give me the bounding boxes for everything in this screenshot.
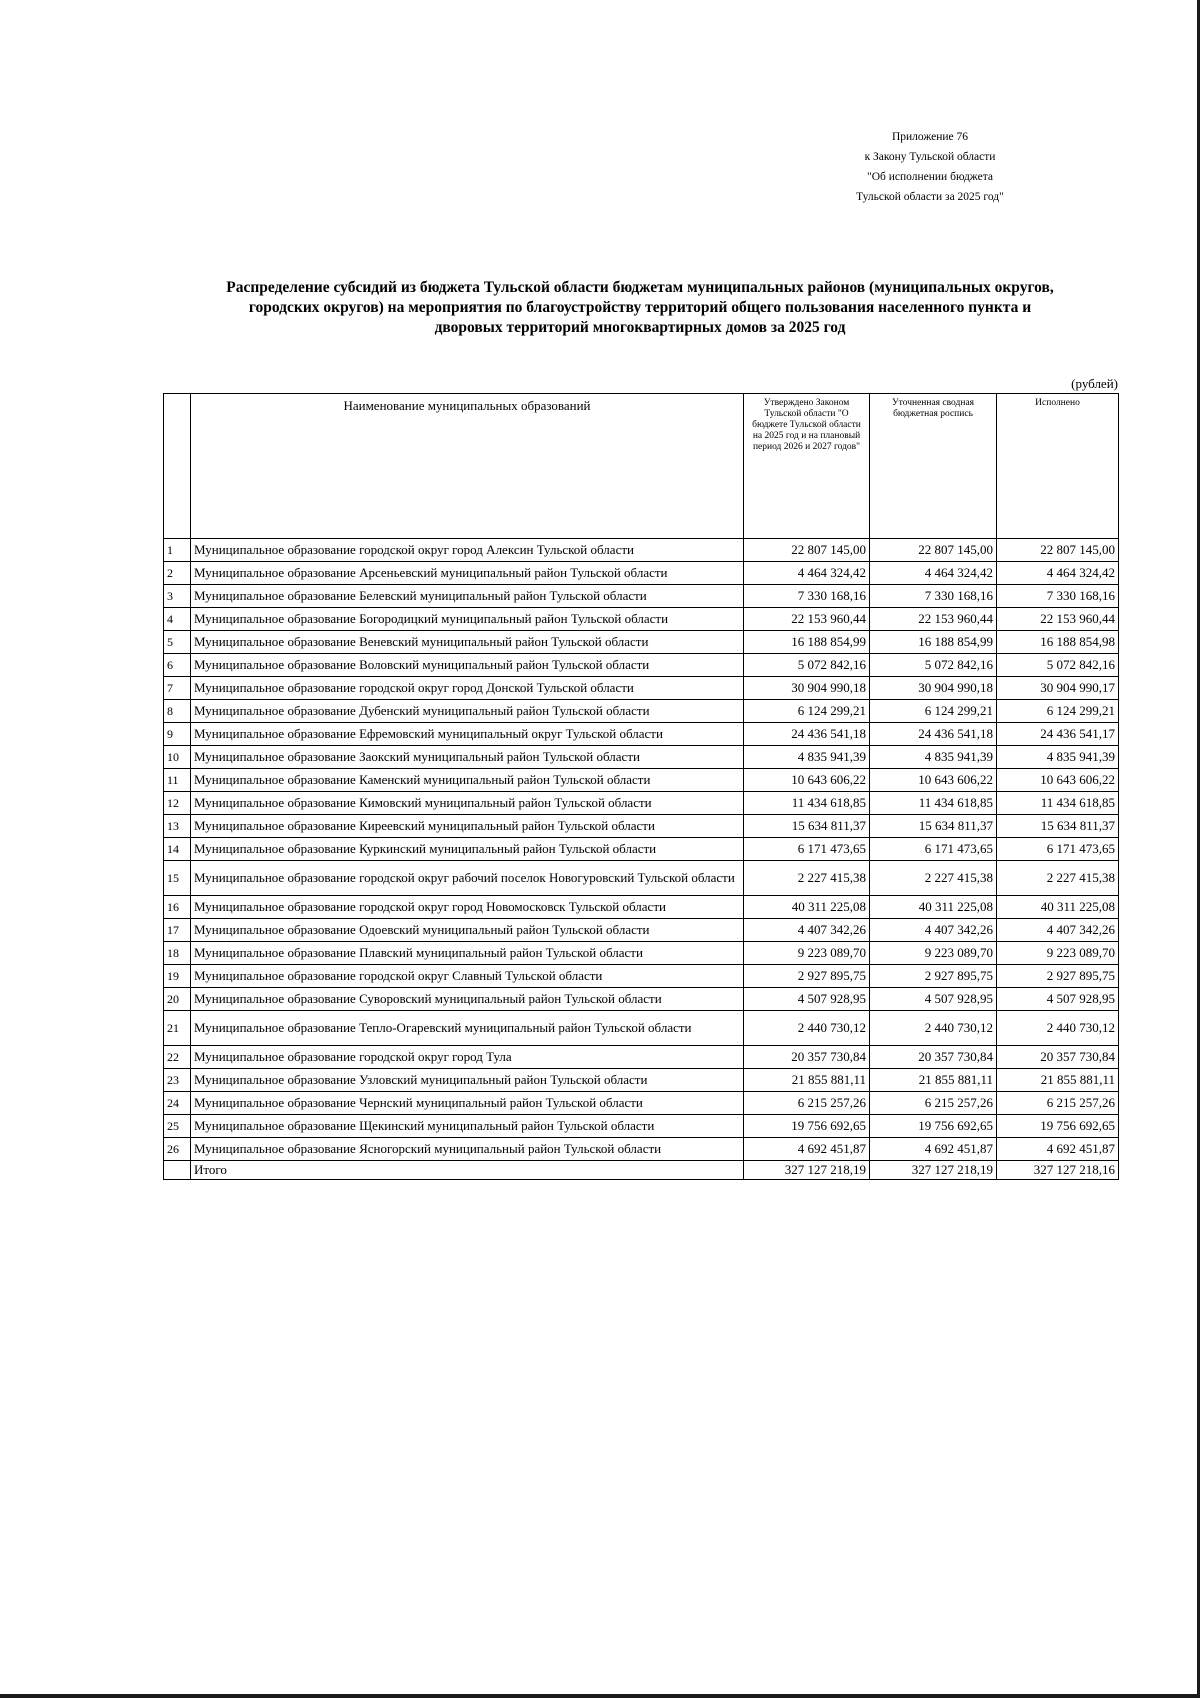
appendix-line: к Закону Тульской области bbox=[864, 151, 996, 163]
municipality-name: Муниципальное образование Богородицкий муниципальный район Тульской области bbox=[191, 608, 744, 631]
row-number: 23 bbox=[164, 1069, 191, 1092]
total-label: Итого bbox=[191, 1161, 744, 1180]
refined-amount: 22 807 145,00 bbox=[870, 539, 997, 562]
table-row bbox=[164, 562, 1119, 585]
executed-amount: 22 153 960,44 bbox=[997, 608, 1119, 631]
executed-amount: 2 927 895,75 bbox=[997, 965, 1119, 988]
executed-amount: 4 507 928,95 bbox=[997, 988, 1119, 1011]
title-line: городских округов) на мероприятия по благоустройству территорий общего пользования населенного пункта и bbox=[248, 299, 1032, 316]
appendix-line: Приложение 76 bbox=[891, 131, 969, 143]
municipality-name: Муниципальное образование Тепло-Огаревский муниципальный район Тульской области bbox=[191, 1011, 744, 1046]
refined-amount: 9 223 089,70 bbox=[870, 942, 997, 965]
table-row bbox=[164, 1092, 1119, 1115]
approved-amount: 2 927 895,75 bbox=[744, 965, 870, 988]
approved-amount: 4 464 324,42 bbox=[744, 562, 870, 585]
row-number: 9 bbox=[164, 723, 191, 746]
executed-amount: 11 434 618,85 bbox=[997, 792, 1119, 815]
table-row bbox=[164, 608, 1119, 631]
executed-amount: 2 440 730,12 bbox=[997, 1011, 1119, 1046]
municipality-name: Муниципальное образование Куркинский муниципальный район Тульской области bbox=[191, 838, 744, 861]
executed-amount: 4 692 451,87 bbox=[997, 1138, 1119, 1161]
row-number: 8 bbox=[164, 700, 191, 723]
approved-amount: 20 357 730,84 bbox=[744, 1046, 870, 1069]
refined-amount: 11 434 618,85 bbox=[870, 792, 997, 815]
row-number: 14 bbox=[164, 838, 191, 861]
approved-amount: 4 407 342,26 bbox=[744, 919, 870, 942]
row-number: 5 bbox=[164, 631, 191, 654]
municipality-name: Муниципальное образование Воловский муниципальный район Тульской области bbox=[191, 654, 744, 677]
executed-amount: 20 357 730,84 bbox=[997, 1046, 1119, 1069]
table-row bbox=[164, 838, 1119, 861]
refined-amount: 15 634 811,37 bbox=[870, 815, 997, 838]
table-row bbox=[164, 1115, 1119, 1138]
approved-amount: 19 756 692,65 bbox=[744, 1115, 870, 1138]
municipality-name: Муниципальное образование городской округ город Алексин Тульской области bbox=[191, 539, 744, 562]
municipality-name: Муниципальное образование Каменский муниципальный район Тульской области bbox=[191, 769, 744, 792]
table-row bbox=[164, 700, 1119, 723]
table-row bbox=[164, 746, 1119, 769]
approved-amount: 15 634 811,37 bbox=[744, 815, 870, 838]
approved-amount: 4 507 928,95 bbox=[744, 988, 870, 1011]
refined-amount: 2 227 415,38 bbox=[870, 861, 997, 896]
scan-edge-bottom bbox=[0, 1694, 1200, 1698]
approved-amount: 9 223 089,70 bbox=[744, 942, 870, 965]
municipality-name: Муниципальное образование Кимовский муниципальный район Тульской области bbox=[191, 792, 744, 815]
table-row bbox=[164, 919, 1119, 942]
executed-amount: 9 223 089,70 bbox=[997, 942, 1119, 965]
units-label: (рублей) bbox=[1071, 376, 1118, 391]
municipality-name: Муниципальное образование Чернский муниципальный район Тульской области bbox=[191, 1092, 744, 1115]
executed-amount: 2 227 415,38 bbox=[997, 861, 1119, 896]
table-row bbox=[164, 654, 1119, 677]
row-number: 24 bbox=[164, 1092, 191, 1115]
row-number: 10 bbox=[164, 746, 191, 769]
row-number: 3 bbox=[164, 585, 191, 608]
table-row bbox=[164, 988, 1119, 1011]
municipality-name: Муниципальное образование Ясногорский муниципальный район Тульской области bbox=[191, 1138, 744, 1161]
row-number: 11 bbox=[164, 769, 191, 792]
municipality-name: Муниципальное образование городской округ Славный Тульской области bbox=[191, 965, 744, 988]
row-number: 13 bbox=[164, 815, 191, 838]
municipality-name: Муниципальное образование городской округ город Донской Тульской области bbox=[191, 677, 744, 700]
appendix-line: "Об исполнении бюджета bbox=[867, 171, 993, 183]
municipality-name: Муниципальное образование городской округ рабочий поселок Новогуровский Тульской области bbox=[191, 861, 744, 896]
row-number: 16 bbox=[164, 896, 191, 919]
total-row bbox=[164, 1161, 1119, 1180]
municipality-name: Муниципальное образование Щекинский муниципальный район Тульской области bbox=[191, 1115, 744, 1138]
approved-amount: 24 436 541,18 bbox=[744, 723, 870, 746]
approved-amount: 10 643 606,22 bbox=[744, 769, 870, 792]
row-number: 12 bbox=[164, 792, 191, 815]
approved-amount: 6 124 299,21 bbox=[744, 700, 870, 723]
executed-amount: 6 124 299,21 bbox=[997, 700, 1119, 723]
approved-amount: 11 434 618,85 bbox=[744, 792, 870, 815]
row-number: 7 bbox=[164, 677, 191, 700]
table-row bbox=[164, 792, 1119, 815]
municipality-name: Муниципальное образование Плавский муниципальный район Тульской области bbox=[191, 942, 744, 965]
row-number: 17 bbox=[164, 919, 191, 942]
table-row bbox=[164, 631, 1119, 654]
table-row bbox=[164, 815, 1119, 838]
table-row bbox=[164, 896, 1119, 919]
row-number: 1 bbox=[164, 539, 191, 562]
row-number: 19 bbox=[164, 965, 191, 988]
municipality-name: Муниципальное образование Суворовский муниципальный район Тульской области bbox=[191, 988, 744, 1011]
table-row bbox=[164, 1069, 1119, 1092]
table-row bbox=[164, 1011, 1119, 1046]
refined-amount: 6 171 473,65 bbox=[870, 838, 997, 861]
refined-amount: 22 153 960,44 bbox=[870, 608, 997, 631]
approved-amount: 2 227 415,38 bbox=[744, 861, 870, 896]
header-name: Наименование муниципальных образований bbox=[191, 394, 744, 539]
executed-amount: 21 855 881,11 bbox=[997, 1069, 1119, 1092]
total-refined: 327 127 218,19 bbox=[870, 1161, 997, 1180]
title-line: Распределение субсидий из бюджета Тульской области бюджетам муниципальных районов (муниципальных округов, bbox=[226, 279, 1054, 296]
appendix-reference bbox=[820, 127, 1040, 207]
executed-amount: 24 436 541,17 bbox=[997, 723, 1119, 746]
municipality-name: Муниципальное образование городской округ город Новомосковск Тульской области bbox=[191, 896, 744, 919]
municipality-name: Муниципальное образование Арсеньевский муниципальный район Тульской области bbox=[191, 562, 744, 585]
municipality-name: Муниципальное образование Заокский муниципальный район Тульской области bbox=[191, 746, 744, 769]
municipality-name: Муниципальное образование Дубенский муниципальный район Тульской области bbox=[191, 700, 744, 723]
refined-amount: 24 436 541,18 bbox=[870, 723, 997, 746]
row-number: 26 bbox=[164, 1138, 191, 1161]
executed-amount: 15 634 811,37 bbox=[997, 815, 1119, 838]
approved-amount: 40 311 225,08 bbox=[744, 896, 870, 919]
row-number: 21 bbox=[164, 1011, 191, 1046]
total-num-empty bbox=[164, 1161, 191, 1180]
header-executed: Исполнено bbox=[997, 394, 1119, 539]
refined-amount: 7 330 168,16 bbox=[870, 585, 997, 608]
refined-amount: 40 311 225,08 bbox=[870, 896, 997, 919]
refined-amount: 20 357 730,84 bbox=[870, 1046, 997, 1069]
refined-amount: 10 643 606,22 bbox=[870, 769, 997, 792]
header-refined: Уточненная сводная бюджетная роспись bbox=[870, 394, 997, 539]
header-num bbox=[164, 394, 191, 539]
executed-amount: 7 330 168,16 bbox=[997, 585, 1119, 608]
title-line: дворовых территорий многоквартирных домов за 2025 год bbox=[434, 319, 846, 336]
row-number: 18 bbox=[164, 942, 191, 965]
refined-amount: 4 692 451,87 bbox=[870, 1138, 997, 1161]
executed-amount: 4 407 342,26 bbox=[997, 919, 1119, 942]
subsidies-table bbox=[163, 393, 1119, 1180]
row-number: 20 bbox=[164, 988, 191, 1011]
executed-amount: 6 171 473,65 bbox=[997, 838, 1119, 861]
total-executed: 327 127 218,16 bbox=[997, 1161, 1119, 1180]
executed-amount: 5 072 842,16 bbox=[997, 654, 1119, 677]
refined-amount: 6 124 299,21 bbox=[870, 700, 997, 723]
refined-amount: 2 927 895,75 bbox=[870, 965, 997, 988]
row-number: 25 bbox=[164, 1115, 191, 1138]
approved-amount: 5 072 842,16 bbox=[744, 654, 870, 677]
table-row bbox=[164, 539, 1119, 562]
table-row bbox=[164, 723, 1119, 746]
municipality-name: Муниципальное образование Одоевский муниципальный район Тульской области bbox=[191, 919, 744, 942]
refined-amount: 21 855 881,11 bbox=[870, 1069, 997, 1092]
executed-amount: 19 756 692,65 bbox=[997, 1115, 1119, 1138]
refined-amount: 5 072 842,16 bbox=[870, 654, 997, 677]
table-row bbox=[164, 1138, 1119, 1161]
executed-amount: 30 904 990,17 bbox=[997, 677, 1119, 700]
refined-amount: 19 756 692,65 bbox=[870, 1115, 997, 1138]
document-title bbox=[160, 278, 1120, 338]
approved-amount: 4 692 451,87 bbox=[744, 1138, 870, 1161]
table-body bbox=[164, 539, 1119, 1180]
table-row bbox=[164, 965, 1119, 988]
refined-amount: 30 904 990,18 bbox=[870, 677, 997, 700]
table-row bbox=[164, 677, 1119, 700]
approved-amount: 6 215 257,26 bbox=[744, 1092, 870, 1115]
refined-amount: 4 407 342,26 bbox=[870, 919, 997, 942]
municipality-name: Муниципальное образование Белевский муниципальный район Тульской области bbox=[191, 585, 744, 608]
refined-amount: 4 835 941,39 bbox=[870, 746, 997, 769]
refined-amount: 16 188 854,99 bbox=[870, 631, 997, 654]
header-approved: Утверждено Законом Тульской области "О бюджете Тульской области на 2025 год и на плановый период 2026 и 2027 годов" bbox=[744, 394, 870, 539]
executed-amount: 4 835 941,39 bbox=[997, 746, 1119, 769]
municipality-name: Муниципальное образование Узловский муниципальный район Тульской области bbox=[191, 1069, 744, 1092]
table-row bbox=[164, 585, 1119, 608]
executed-amount: 6 215 257,26 bbox=[997, 1092, 1119, 1115]
refined-amount: 6 215 257,26 bbox=[870, 1092, 997, 1115]
row-number: 15 bbox=[164, 861, 191, 896]
table-row bbox=[164, 861, 1119, 896]
refined-amount: 4 464 324,42 bbox=[870, 562, 997, 585]
executed-amount: 16 188 854,98 bbox=[997, 631, 1119, 654]
refined-amount: 4 507 928,95 bbox=[870, 988, 997, 1011]
row-number: 22 bbox=[164, 1046, 191, 1069]
executed-amount: 22 807 145,00 bbox=[997, 539, 1119, 562]
row-number: 2 bbox=[164, 562, 191, 585]
appendix-line: Тульской области за 2025 год" bbox=[856, 191, 1004, 203]
municipality-name: Муниципальное образование Веневский муниципальный район Тульской области bbox=[191, 631, 744, 654]
row-number: 4 bbox=[164, 608, 191, 631]
table-header-row bbox=[164, 394, 1119, 539]
approved-amount: 22 153 960,44 bbox=[744, 608, 870, 631]
approved-amount: 22 807 145,00 bbox=[744, 539, 870, 562]
executed-amount: 10 643 606,22 bbox=[997, 769, 1119, 792]
municipality-name: Муниципальное образование Киреевский муниципальный район Тульской области bbox=[191, 815, 744, 838]
row-number: 6 bbox=[164, 654, 191, 677]
executed-amount: 4 464 324,42 bbox=[997, 562, 1119, 585]
refined-amount: 2 440 730,12 bbox=[870, 1011, 997, 1046]
approved-amount: 6 171 473,65 bbox=[744, 838, 870, 861]
approved-amount: 21 855 881,11 bbox=[744, 1069, 870, 1092]
approved-amount: 2 440 730,12 bbox=[744, 1011, 870, 1046]
total-approved: 327 127 218,19 bbox=[744, 1161, 870, 1180]
approved-amount: 30 904 990,18 bbox=[744, 677, 870, 700]
table-row bbox=[164, 769, 1119, 792]
approved-amount: 7 330 168,16 bbox=[744, 585, 870, 608]
approved-amount: 16 188 854,99 bbox=[744, 631, 870, 654]
municipality-name: Муниципальное образование Ефремовский муниципальный округ Тульской области bbox=[191, 723, 744, 746]
table-row bbox=[164, 1046, 1119, 1069]
municipality-name: Муниципальное образование городской округ город Тула bbox=[191, 1046, 744, 1069]
executed-amount: 40 311 225,08 bbox=[997, 896, 1119, 919]
approved-amount: 4 835 941,39 bbox=[744, 746, 870, 769]
table-row bbox=[164, 942, 1119, 965]
